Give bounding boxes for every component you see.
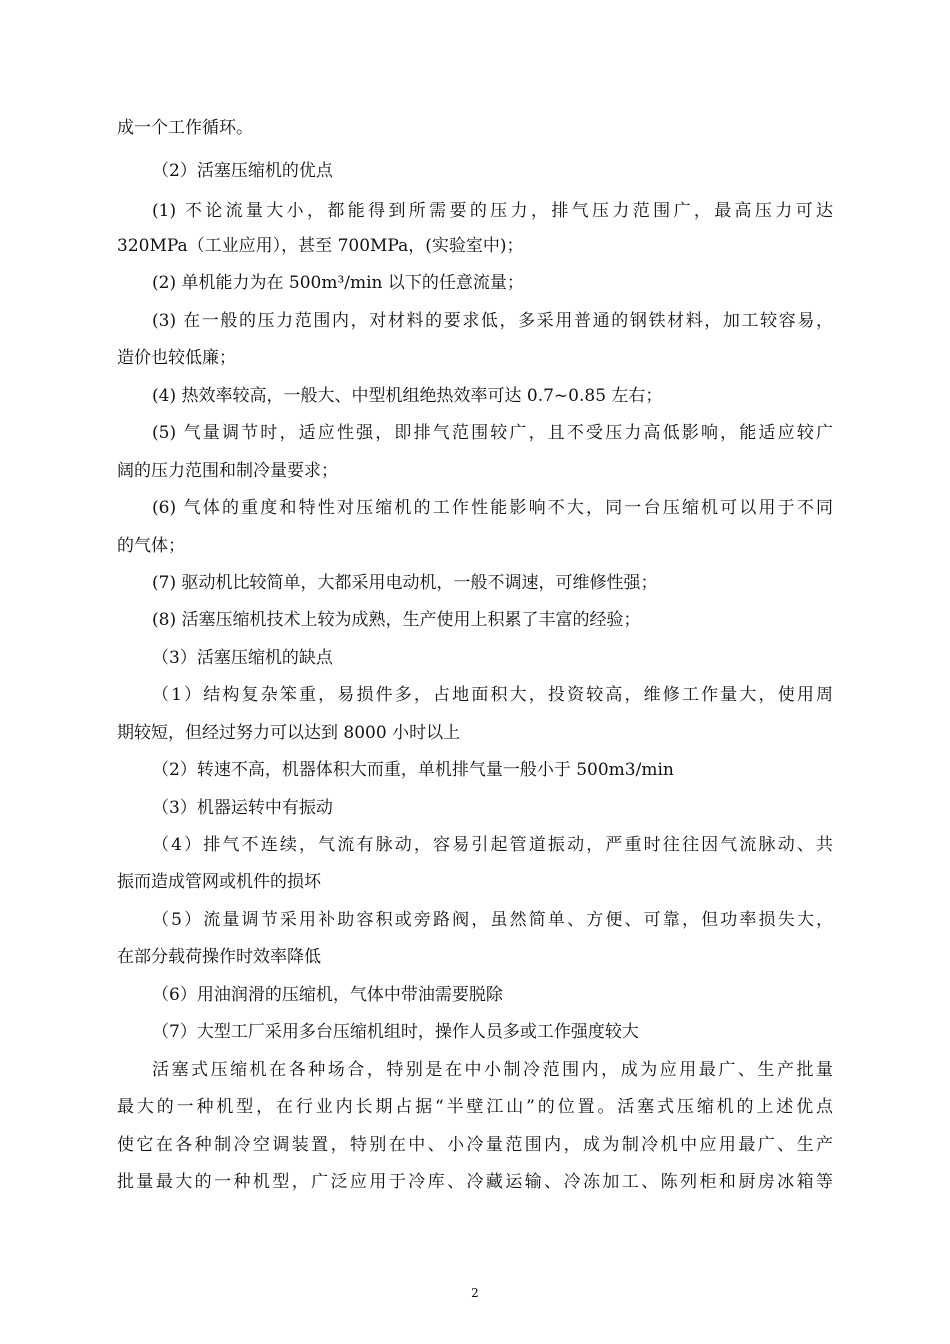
paragraph-line: （4）排气不连续，气流有脉动，容易引起管道振动，严重时往往因气流脉动、共 [152, 835, 833, 855]
paragraph-line: 使它在各种制冷空调装置，特别在中、小冷量范围内，成为制冷机中应用最广、生产 [117, 1135, 833, 1155]
paragraph-line: （1）结构复杂笨重，易损件多，占地面积大，投资较高，维修工作量大，使用周 [152, 685, 833, 705]
paragraph-line: （7）大型工厂采用多台压缩机组时，操作人员多或工作强度较大 [152, 1022, 639, 1042]
paragraph-line: (8) 活塞压缩机技术上较为成熟，生产使用上积累了丰富的经验； [152, 610, 641, 630]
paragraph-line: (3) 在一般的压力范围内，对材料的要求低，多采用普通的钢铁材料，加工较容易， [152, 311, 833, 331]
section-heading-disadvantages: （3）活塞压缩机的缺点 [152, 648, 333, 668]
paragraph-line: 320MPa（工业应用），甚至 700MPa，(实验室中)； [117, 236, 524, 256]
paragraph-line: 批量最大的一种机型，广泛应用于冷库、冷藏运输、冷冻加工、陈列柜和厨房冰箱等 [117, 1172, 833, 1192]
paragraph-line: （5）流量调节采用补助容积或旁路阀，虽然简单、方便、可靠，但功率损失大， [152, 910, 833, 930]
paragraph-line: （2）转速不高，机器体积大而重，单机排气量一般小于 500m3/min [152, 760, 674, 780]
paragraph-line: (2) 单机能力为在 500m³/min 以下的任意流量； [152, 273, 524, 293]
paragraph-line: 造价也较低廉； [117, 348, 236, 368]
paragraph-line: (7) 驱动机比较简单，大都采用电动机，一般不调速，可维修性强； [152, 573, 658, 593]
paragraph-line: (1) 不论流量大小，都能得到所需要的压力，排气压力范围广，最高压力可达 [152, 201, 833, 221]
page-number: 2 [471, 1286, 479, 1300]
paragraph-line: (4) 热效率较高，一般大、中型机组绝热效率可达 0.7~0.85 左右； [152, 386, 663, 406]
section-heading-advantages: （2）活塞压缩机的优点 [152, 161, 333, 181]
paragraph-line: 期较短，但经过努力可以达到 8000 小时以上 [117, 723, 461, 743]
paragraph-line: 振而造成管网或机件的损坏 [117, 872, 321, 892]
paragraph-line: 在部分载荷操作时效率降低 [117, 947, 321, 967]
paragraph-line: 成一个工作循环。 [117, 118, 253, 138]
paragraph-line: 最大的一种机型，在行业内长期占据“半壁江山”的位置。活塞式压缩机的上述优点 [117, 1097, 833, 1117]
paragraph-line: 阔的压力范围和制冷量要求； [117, 461, 338, 481]
paragraph-line: 的气体； [117, 536, 185, 556]
paragraph-line: 活塞式压缩机在各种场合，特别是在中小制冷范围内，成为应用最广、生产批量 [152, 1060, 833, 1080]
paragraph-line: （3）机器运转中有振动 [152, 798, 333, 818]
paragraph-line: (5) 气量调节时，适应性强，即排气范围较广，且不受压力高低影响，能适应较广 [152, 423, 833, 443]
paragraph-line: (6) 气体的重度和特性对压缩机的工作性能影响不大，同一台压缩机可以用于不同 [152, 498, 833, 518]
paragraph-line: （6）用油润滑的压缩机，气体中带油需要脱除 [152, 985, 503, 1005]
